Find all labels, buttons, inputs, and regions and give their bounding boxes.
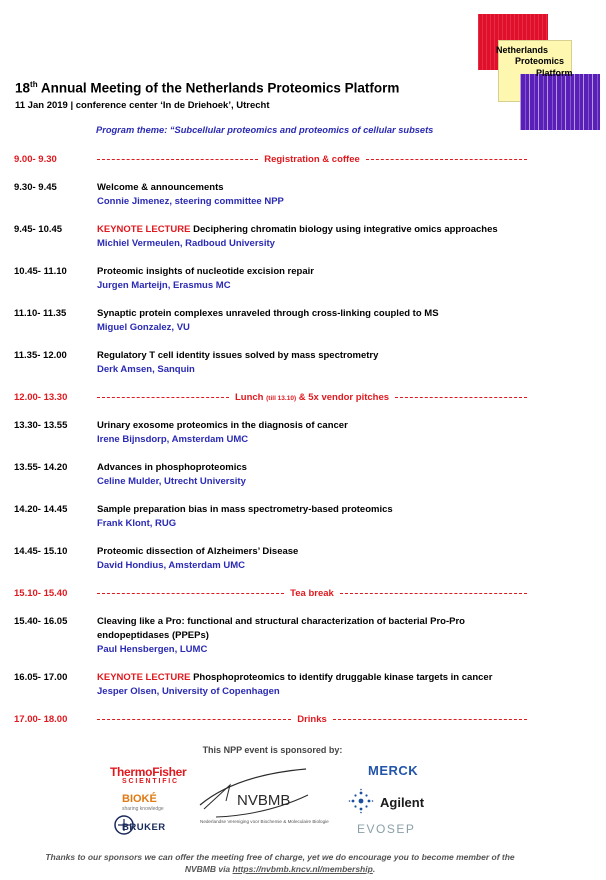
bruker-logo: BRUKER	[122, 822, 166, 833]
logo-text-line3: Platform	[536, 68, 573, 78]
talk-title: Cleaving like a Pro: functional and structural characterization of bacterial Pro-Pro	[97, 616, 465, 627]
break-row-lunch: Lunch (till 13.10) & 5x vendor pitches	[97, 390, 527, 404]
time-slot: 11.10- 11.35	[14, 308, 67, 319]
time-slot: 14.20- 14.45	[14, 504, 68, 515]
break-row-registration: Registration & coffee	[97, 152, 527, 166]
talk-title: Proteomic dissection of Alzheimers’ Disease	[97, 546, 299, 557]
time-slot: 13.30- 13.55	[14, 420, 68, 431]
thermofisher-logo: ThermoFisher	[110, 765, 187, 779]
agilent-spark-icon	[348, 788, 374, 814]
logo-text-line1: Netherlands	[496, 45, 549, 55]
bioke-subtext: sharing knowledge	[122, 806, 164, 812]
speaker: Michiel Vermeulen, Radboud University	[97, 238, 275, 249]
break-row-tea: Tea break	[97, 586, 527, 600]
talk-title: KEYNOTE LECTURE Deciphering chromatin biology using integrative omics approaches	[97, 224, 498, 235]
talk-title: Regulatory T cell identity issues solved by mass spectrometry	[97, 350, 379, 361]
keynote-label: KEYNOTE LECTURE	[97, 224, 191, 235]
break-row-drinks: Drinks	[97, 712, 527, 726]
speaker: Derk Amsen, Sanquin	[97, 364, 195, 375]
time-slot: 11.35- 12.00	[14, 350, 67, 361]
time-slot: 15.10- 15.40	[14, 588, 68, 599]
program-theme: Program theme: “Subcellular proteomics and proteomics of cellular subsets	[96, 125, 434, 135]
event-date-venue: 11 Jan 2019 | conference center ‘In de Driehoek’, Utrecht	[15, 100, 270, 111]
sponsors-heading: This NPP event is sponsored by:	[202, 745, 343, 755]
time-slot: 9.45- 10.45	[14, 224, 63, 235]
talk-title: Proteomic insights of nucleotide excision repair	[97, 266, 314, 277]
speaker: Jesper Olsen, University of Copenhagen	[97, 686, 280, 697]
talk-title: KEYNOTE LECTURE Phosphoproteomics to identify druggable kinase targets in cancer	[97, 672, 493, 683]
footer-note: Thanks to our sponsors we can offer the meeting free of charge, yet we do encourage you to become member of the NVBMB via https://nvbmb.kncv.nl/membership.	[45, 852, 515, 874]
time-slot: 10.45- 11.10	[14, 266, 67, 277]
time-slot: 16.05- 17.00	[14, 672, 68, 683]
thermofisher-subtext: SCIENTIFIC	[122, 778, 179, 785]
speaker: Frank Klont, RUG	[97, 518, 177, 529]
time-slot: 13.55- 14.20	[14, 462, 68, 473]
time-slot: 12.00- 13.30	[14, 392, 68, 403]
speaker: Jurgen Marteijn, Erasmus MC	[97, 280, 231, 291]
time-slot: 15.40- 16.05	[14, 616, 68, 627]
time-slot: 9.30- 9.45	[14, 182, 57, 193]
talk-title: Sample preparation bias in mass spectrometry-based proteomics	[97, 504, 393, 515]
speaker: Paul Hensbergen, LUMC	[97, 644, 208, 655]
speaker: Miguel Gonzalez, VU	[97, 322, 190, 333]
speaker: Connie Jimenez, steering committee NPP	[97, 196, 284, 207]
membership-link[interactable]: https://nvbmb.kncv.nl/membership	[232, 864, 373, 874]
npp-logo	[470, 12, 602, 132]
time-slot: 14.45- 15.10	[14, 546, 68, 557]
nvbmb-logo: NVBMB	[237, 792, 291, 809]
keynote-label: KEYNOTE LECTURE	[97, 672, 191, 683]
talk-title: Advances in phosphoproteomics	[97, 462, 247, 473]
talk-title: Urinary exosome proteomics in the diagnosis of cancer	[97, 420, 348, 431]
time-slot: 9.00- 9.30	[14, 154, 57, 165]
time-slot: 17.00- 18.00	[14, 714, 68, 725]
speaker: Irene Bijnsdorp, Amsterdam UMC	[97, 434, 249, 445]
talk-title: Synaptic protein complexes unraveled through cross-linking coupled to MS	[97, 308, 439, 319]
logo-text-line2: Proteomics	[515, 56, 565, 66]
logo-purple-square	[520, 74, 600, 130]
nvbmb-subtext: Nederlandse Vereniging voor Biochemie & Moleculaire Biologie	[200, 819, 329, 824]
page-title: 18th Annual Meeting of the Netherlands Proteomics Platform	[15, 80, 400, 96]
agilent-logo: Agilent	[380, 795, 425, 810]
merck-logo: MERCK	[368, 763, 419, 778]
bioke-logo: BIOKÉ	[122, 793, 157, 805]
speaker: Celine Mulder, Utrecht University	[97, 476, 246, 487]
evosep-logo: EVOSEP	[357, 822, 416, 836]
talk-title-continued: endopeptidases (PPEPs)	[97, 630, 209, 641]
talk-title: Welcome & announcements	[97, 182, 224, 193]
speaker: David Hondius, Amsterdam UMC	[97, 560, 245, 571]
